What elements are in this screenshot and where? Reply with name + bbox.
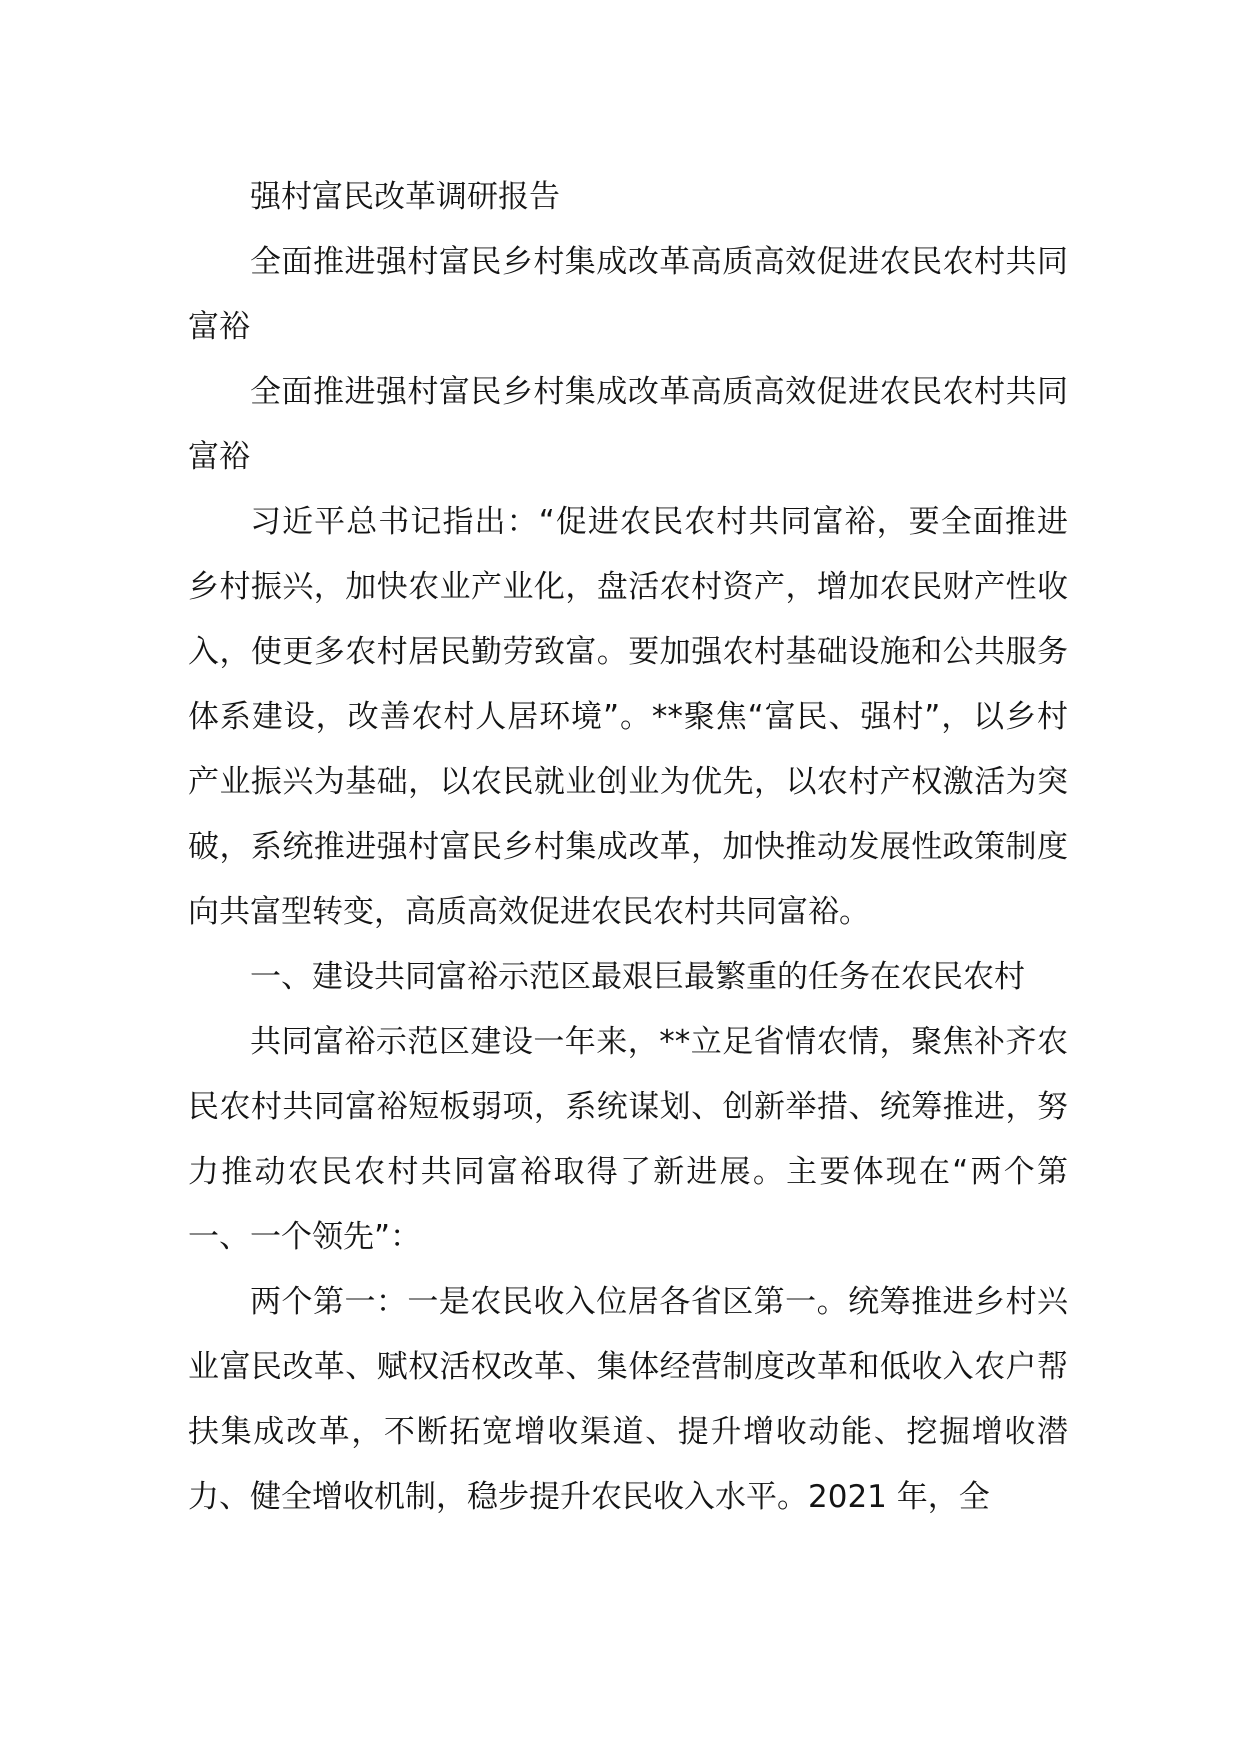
subtitle-line: 全面推进强村富民乡村集成改革高质高效促进农民农村共同富裕	[188, 244, 1068, 345]
document-body	[188, 165, 1068, 1530]
body-paragraph: 两个第一：一是农民收入位居各省区第一。统筹推进乡村兴业富民改革、赋权活权改革、集体经营制度改革和低收入农户帮扶集成改革，不断拓宽增收渠道、提升增收动能、挖掘增收潜力、健全增收机制，稳步提升农民收入水平。2021 年，全	[188, 1284, 1068, 1515]
section-heading: 一、建设共同富裕示范区最艰巨最繁重的任务在农民农村	[250, 959, 1025, 995]
body-paragraph: 共同富裕示范区建设一年来，**立足省情农情，聚焦补齐农民农村共同富裕短板弱项，系统谋划、创新举措、统筹推进，努力推动农民农村共同富裕取得了新进展。主要体现在“两个第一、一个领先”：	[188, 1024, 1068, 1255]
report-title: 强村富民改革调研报告	[250, 179, 560, 215]
body-paragraph: 习近平总书记指出：“促进农民农村共同富裕，要全面推进乡村振兴，加快农业产业化，盘活农村资产，增加农民财产性收入，使更多农村居民勤劳致富。要加强农村基础设施和公共服务体系建设，改善农村人居环境”。**聚焦“富民、强村”，以乡村产业振兴为基础，以农民就业创业为优先，以农村产权激活为突破，系统推进强村富民乡村集成改革，加快推动发展性政策制度向共富型转变，高质高效促进农民农村共同富裕。	[188, 504, 1068, 930]
subtitle-line-repeat: 全面推进强村富民乡村集成改革高质高效促进农民农村共同富裕	[188, 374, 1068, 475]
